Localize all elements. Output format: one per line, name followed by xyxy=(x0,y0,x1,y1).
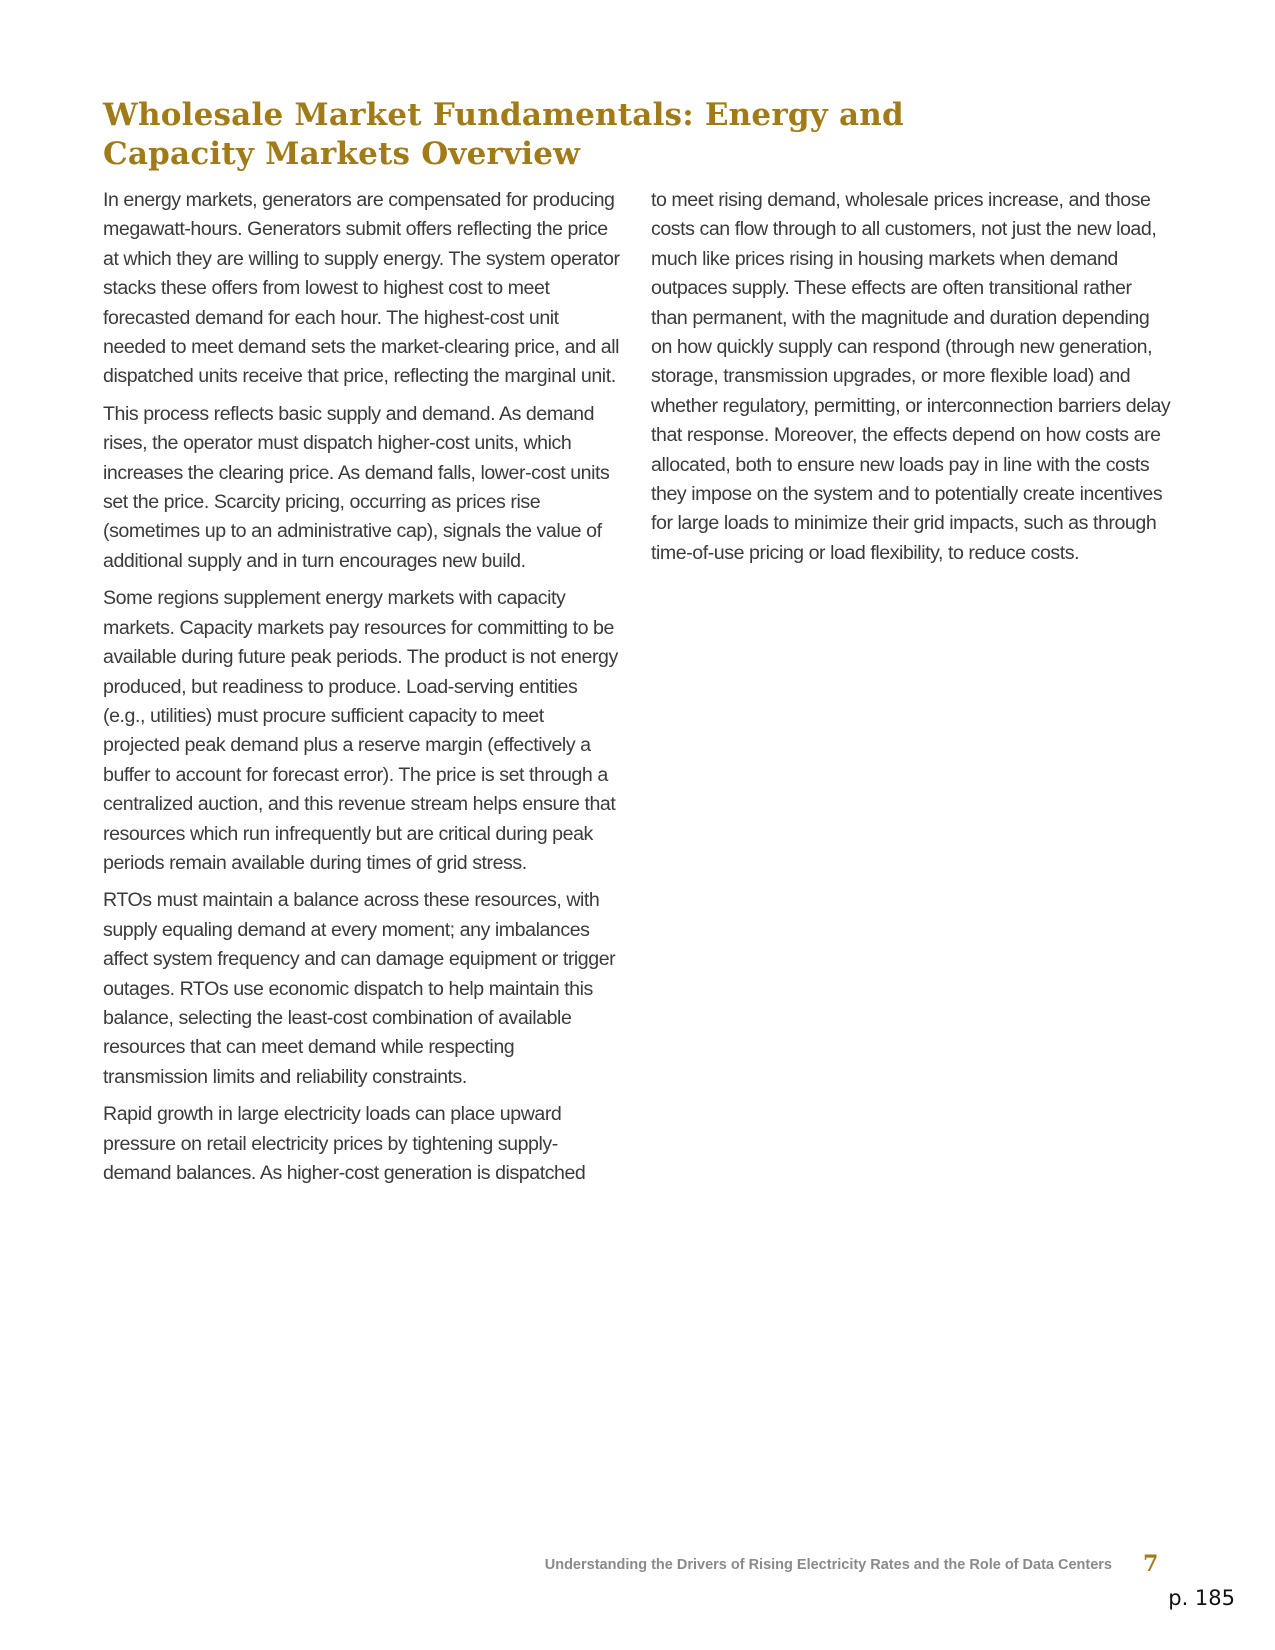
paragraph-price-effects: to meet rising demand, wholesale prices increase, and those costs can flow through to all customers, not just the new load, much like prices rising in housing markets when demand outpaces supply. These effects are often transitional rather than permanent, with the magnitude and duration depending on how quickly supply can respond (through new generation, storage, transmission upgrades, or more flexible load) and whether regulatory, permitting, or interconnection barriers delay that response. Moreover, the effects depend on how costs are allocated, both to ensure new loads pay in line with the costs they impose on the system and to potentially create incentives for large loads to minimize their grid impacts, such as through time-of-use pricing or load flexibility, to reduce costs. xyxy=(651,189,1171,564)
left-column xyxy=(103,186,621,1196)
footer-report-title: Understanding the Drivers of Rising Electricity Rates and the Role of Data Centers xyxy=(544,1557,1112,1573)
paragraph-supply-demand: This process reflects basic supply and demand. As demand rises, the operator must dispatch higher-cost units, which increases the clearing price. As demand falls, lower-cost units set the price. Scarcity pricing, occurring as prices rise (sometimes up to an administrative cap), signals the value of additional supply and in turn encourages new build. xyxy=(103,402,610,572)
paragraph-energy-markets: In energy markets, generators are compensated for producing megawatt-hours. Generators submit offers reflecting the price at which they are willing to supply energy. The system operator stacks these offers from lowest to highest cost to meet forecasted demand for each hour. The highest-cost unit needed to meet demand sets the market-clearing price, and all dispatched units receive that price, reflecting the marginal unit. xyxy=(103,189,620,388)
paragraph-capacity-markets: Some regions supplement energy markets with capacity markets. Capacity markets pay resources for committing to be available during future peak periods. The product is not energy produced, but readiness to produce. Load-serving entities (e.g., utilities) must procure sufficient capacity to meet projected peak demand plus a reserve margin (effectively a buffer to account for forecast error). The price is set through a centralized auction, and this revenue stream helps ensure that resources which run infrequently but are critical during peak periods remain available during times of grid stress. xyxy=(103,587,618,874)
page-number: 7 xyxy=(1143,1551,1159,1577)
paragraph-load-growth: Rapid growth in large electricity loads can place upward pressure on retail electricity prices by tightening supply-demand balances. As higher-cost generation is dispatched xyxy=(103,1103,586,1184)
page-reference: p. 185 xyxy=(1168,1586,1235,1610)
paragraph-rto-balance: RTOs must maintain a balance across these resources, with supply equaling demand at every moment; any imbalances affect system frequency and can damage equipment or trigger outages. RTOs use economic dispatch to help maintain this balance, selecting the least-cost combination of available resources that can meet demand while respecting transmission limits and reliability constraints. xyxy=(103,889,616,1088)
right-column xyxy=(651,186,1171,576)
page-title: Wholesale Market Fundamentals: Energy and Capacity Markets Overview xyxy=(103,97,904,172)
